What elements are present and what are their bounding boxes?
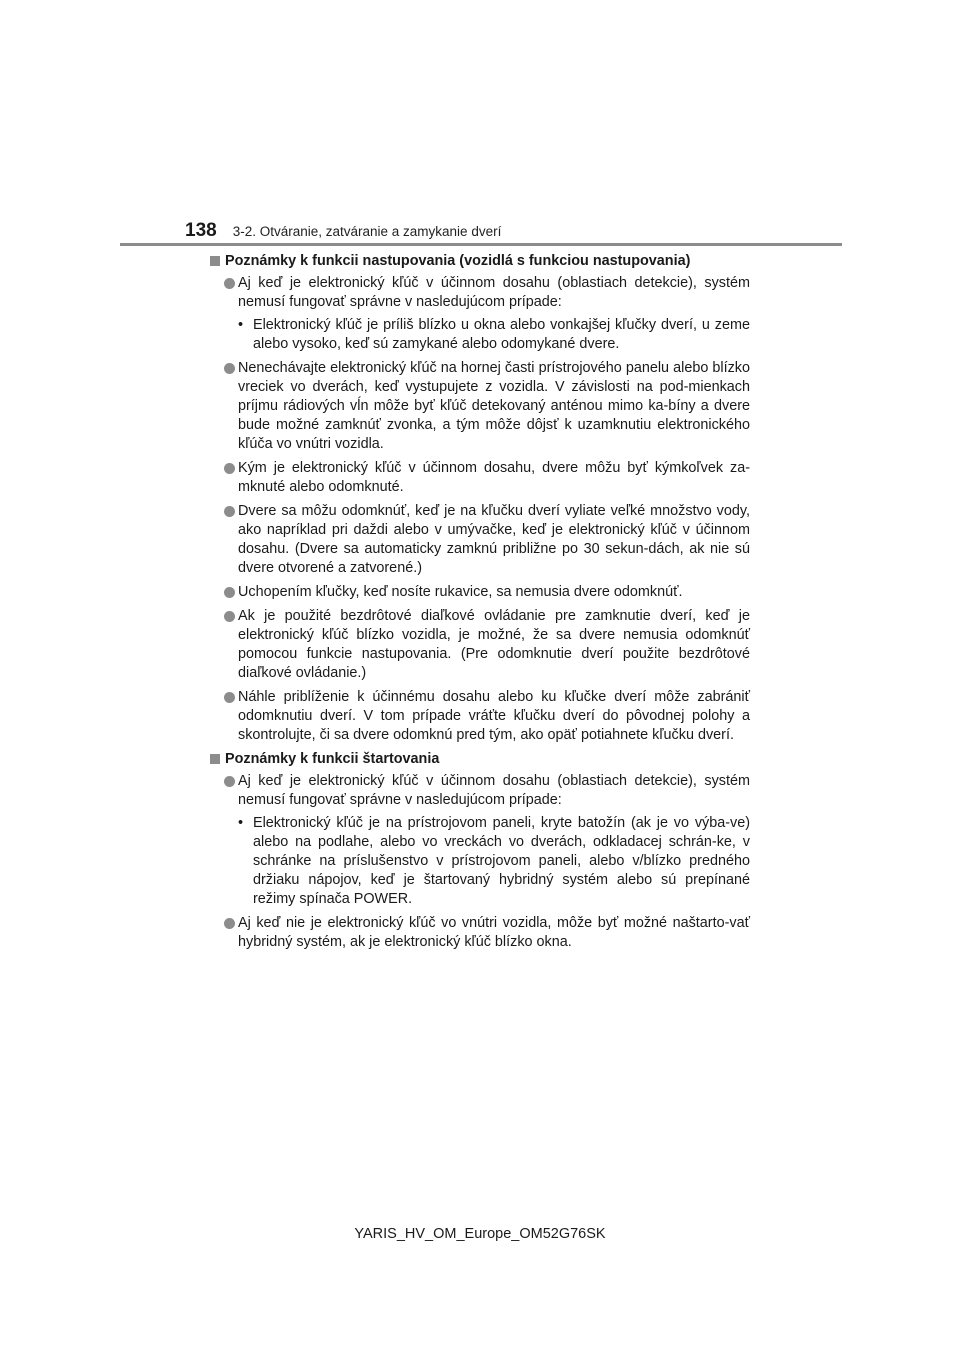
- section-heading: [210, 252, 750, 271]
- circle-bullet-icon: [224, 363, 235, 374]
- list-item-text: Dvere sa môžu odomknúť, keď je na kľučku dverí vyliate veľké množstvo vody, ako napríklad pri daždi alebo v umývačke, keď je elektronický kľúč v účinnom dosahu. (Dvere sa automaticky zamknú približne po 30 sekun-dách, ak nie sú dvere otvorené a zatvorené.): [238, 503, 750, 576]
- section-title: 3-2. Otváranie, zatváranie a zamykanie dverí: [232, 224, 502, 239]
- circle-bullet-icon: [224, 587, 235, 598]
- list-item-text: Uchopením kľučky, keď nosíte rukavice, sa nemusia dvere odomknúť.: [238, 584, 683, 600]
- circle-bullet-icon: [224, 278, 235, 289]
- circle-bullet-icon: [224, 692, 235, 703]
- list-item: [210, 274, 750, 354]
- page-number: 138: [185, 220, 217, 241]
- list-item: [210, 914, 750, 952]
- circle-bullet-icon: [224, 776, 235, 787]
- circle-bullet-icon: [224, 918, 235, 929]
- section-entry-function: [210, 252, 750, 745]
- circle-bullet-icon: [224, 611, 235, 622]
- page-header: [185, 216, 501, 240]
- list-item-text: Aj keď nie je elektronický kľúč vo vnútri vozidla, môže byť možné naštarto-vať hybridný systém, ak je elektronický kľúč blízko okna.: [238, 915, 750, 950]
- small-bullet-icon: •: [238, 815, 244, 831]
- document-code: YARIS_HV_OM_Europe_OM52G76SK: [354, 1226, 606, 1242]
- list-item: [210, 772, 750, 909]
- list-item: [210, 583, 750, 602]
- list-item-text: Aj keď je elektronický kľúč v účinnom dosahu (oblastiach detekcie), systém nemusí fungovať správne v nasledujúcom prípade:: [238, 275, 750, 310]
- section-heading-text: Poznámky k funkcii štartovania: [225, 751, 440, 767]
- list-item: [210, 688, 750, 745]
- circle-bullet-icon: [224, 506, 235, 517]
- sub-list-item-text: Elektronický kľúč je na prístrojovom paneli, kryte batožín (ak je vo výba-ve) alebo na podlahe, alebo vo vreckách vo dverách, odkladacej schrán-ke, v schránke na príslušenstvo v prístrojovom paneli, alebo v/blízko predného držiaku nápojov, keď je štartovaný hybridný systém alebo sú prepínané režimy spínača POWER.: [253, 815, 750, 907]
- square-bullet-icon: [210, 754, 220, 764]
- sub-list-item: [210, 316, 750, 354]
- list-item: [210, 502, 750, 578]
- list-item-text: Nenechávajte elektronický kľúč na hornej časti prístrojového panelu alebo blízko vreciek vo dverách, keď vystupujete z vozidla. V závislosti na pod-mienkach príjmu rádiových vĺn môže byť kľúč detekovaný anténou mimo ka-bíny a dvere bude možné zamknúť zvonka, a tým môže dôjsť k uzamknutiu elektronického kľúča vo vnútri vozidla.: [238, 360, 750, 452]
- section-heading: [210, 750, 750, 769]
- list-item-text: Aj keď je elektronický kľúč v účinnom dosahu (oblastiach detekcie), systém nemusí fungovať správne v nasledujúcom prípade:: [238, 773, 750, 808]
- header-divider: [120, 243, 842, 246]
- section-start-function: [210, 750, 750, 952]
- list-item: [210, 607, 750, 683]
- page-content: [210, 252, 750, 957]
- small-bullet-icon: •: [238, 317, 244, 333]
- section-heading-text: Poznámky k funkcii nastupovania (vozidlá s funkciou nastupovania): [225, 253, 691, 269]
- list-item-text: Náhle priblíženie k účinnému dosahu alebo ku kľučke dverí môže zabrániť odomknutiu dverí. V tom prípade vráťte kľučku dverí do pôvodnej polohy a skontrolujte, či sa dvere odomknú pred tým, ako opäť potiahnete kľučku dverí.: [238, 689, 750, 743]
- sub-list-item-text: Elektronický kľúč je príliš blízko u okna alebo vonkajšej kľučky dverí, u zeme alebo vysoko, keď sú zamykané alebo odomykané dvere.: [253, 317, 750, 352]
- list-item: [210, 459, 750, 497]
- square-bullet-icon: [210, 256, 220, 266]
- list-item: [210, 359, 750, 454]
- sub-list-item: [210, 814, 750, 909]
- list-item-text: Ak je použité bezdrôtové diaľkové ovládanie pre zamknutie dverí, keď je elektronický kľúč blízko vozidla, je možné, že sa dvere nemusia odomknúť pomocou funkcie nastupovania. (Pre odomknutie dverí použite bezdrôtové diaľkové ovládanie.): [238, 608, 750, 681]
- list-item-text: Kým je elektronický kľúč v účinnom dosahu, dvere môžu byť kýmkoľvek za-mknuté alebo odomknuté.: [238, 460, 750, 495]
- circle-bullet-icon: [224, 463, 235, 474]
